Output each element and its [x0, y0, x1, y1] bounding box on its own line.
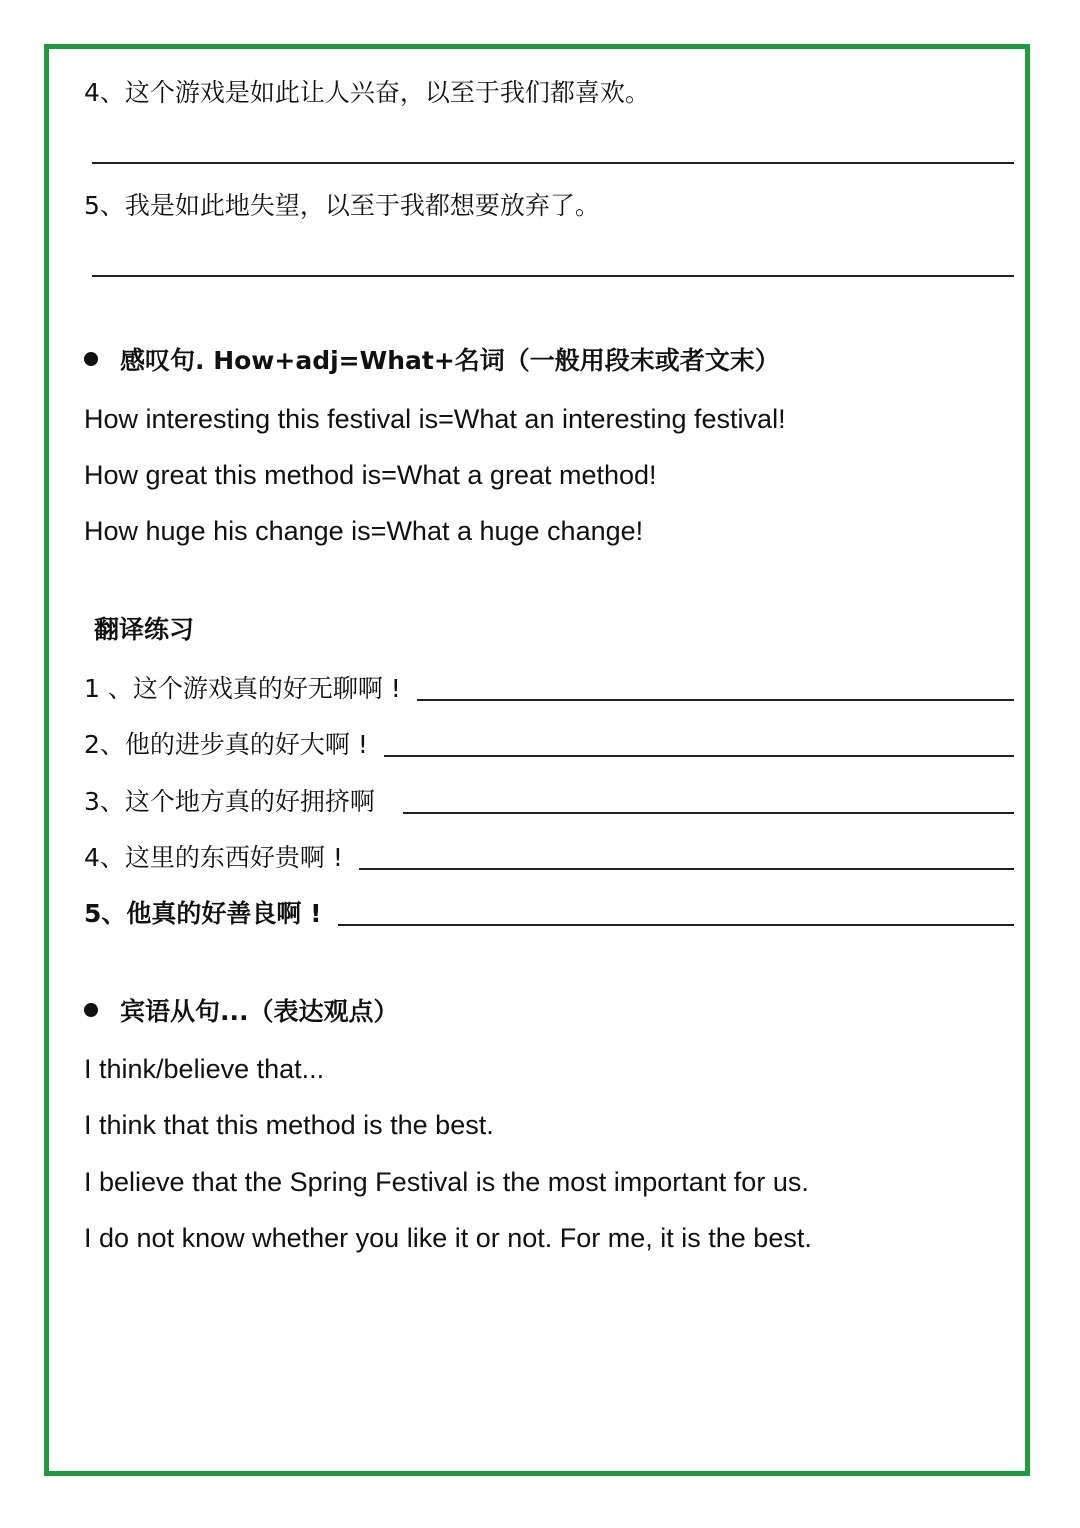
translation-answer-line-4[interactable] — [359, 842, 1014, 870]
exclamation-example-1: How interesting this festival is=What an interesting festival! — [84, 404, 786, 434]
answer-line-4[interactable] — [92, 162, 1014, 164]
bullet-icon — [84, 352, 98, 366]
object-clause-heading-text: 宾语从句...（表达观点） — [120, 997, 399, 1026]
exclamation-example-2: How great this method is=What a great method! — [84, 460, 657, 490]
object-clause-heading — [84, 995, 399, 1029]
translation-item-2 — [84, 726, 1014, 760]
exclamation-heading — [84, 344, 780, 378]
translation-item-3 — [84, 783, 1014, 817]
object-clause-example-3: I believe that the Spring Festival is the most important for us. — [84, 1167, 809, 1197]
answer-line-5[interactable] — [92, 275, 1014, 277]
exclamation-heading-text: 感叹句. How+adj=What+名词（一般用段末或者文末） — [120, 346, 780, 375]
exclamation-example-3: How huge his change is=What a huge change! — [84, 516, 644, 546]
translation-answer-line-5[interactable] — [338, 898, 1014, 926]
translation-item-4 — [84, 839, 1014, 873]
translation-answer-line-2[interactable] — [384, 729, 1014, 757]
exercise-5-prompt: 5、我是如此地失望，以至于我都想要放弃了。 — [84, 191, 600, 220]
translation-item-5 — [84, 895, 1014, 929]
translation-item-3-prompt: 3、这个地方真的好拥挤啊 — [84, 787, 375, 816]
translation-item-1-prompt: 1 、这个游戏真的好无聊啊 ! — [84, 674, 401, 703]
translation-item-1 — [84, 670, 1014, 704]
exercise-4-prompt: 4、这个游戏是如此让人兴奋，以至于我们都喜欢。 — [84, 78, 650, 107]
object-clause-example-1: I think/believe that... — [84, 1054, 325, 1084]
object-clause-example-2: I think that this method is the best. — [84, 1110, 494, 1140]
translation-answer-line-3[interactable] — [403, 786, 1014, 814]
translation-item-5-prompt: 5、他真的好善良啊 ! — [84, 899, 322, 928]
translation-item-4-prompt: 4、这里的东西好贵啊 ! — [84, 843, 343, 872]
object-clause-example-4: I do not know whether you like it or not. For me, it is the best. — [84, 1223, 812, 1253]
bullet-icon — [84, 1003, 98, 1017]
translation-item-2-prompt: 2、他的进步真的好大啊 ! — [84, 730, 368, 759]
translation-answer-line-1[interactable] — [417, 673, 1014, 701]
translation-heading: 翻译练习 — [94, 615, 195, 644]
